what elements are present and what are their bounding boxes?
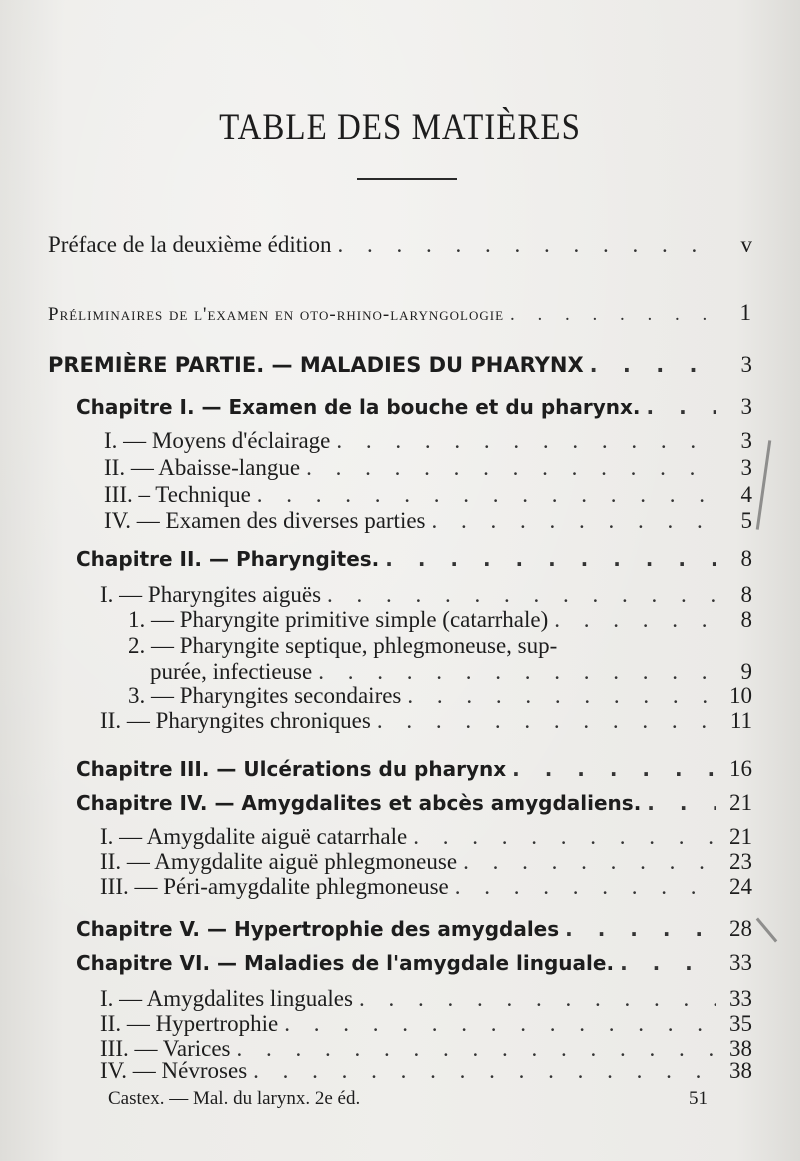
toc-entry[interactable] — [0, 300, 752, 330]
page-title: TABLE DES MATIÈRES — [219, 107, 581, 149]
leader-dots — [554, 607, 716, 633]
toc-label: I. — Amygdalites linguales — [100, 986, 353, 1011]
toc-page: 8 — [740, 582, 752, 607]
toc-label: Chapitre II. — Pharyngites. — [76, 547, 380, 571]
toc-label: I. — Amygdalite aiguë catarrhale — [100, 824, 408, 849]
toc-label: Chapitre IV. — Amygdalites et abcès amygdaliens. — [76, 791, 642, 815]
toc-chapter[interactable] — [0, 950, 752, 980]
leader-dots — [510, 304, 716, 326]
leader-dots — [359, 986, 716, 1012]
toc-section[interactable] — [0, 874, 752, 904]
footer-signature: Castex. — Mal. du larynx. 2e éd. — [108, 1088, 361, 1109]
toc-page: 21 — [729, 824, 752, 849]
leader-dots — [336, 428, 716, 454]
toc-section[interactable] — [0, 508, 752, 538]
page-footer — [108, 1088, 708, 1110]
toc-chapter[interactable] — [0, 394, 752, 424]
leader-dots — [306, 455, 716, 481]
leader-dots — [327, 582, 716, 608]
leader-dots — [590, 353, 716, 377]
leader-dots — [318, 659, 716, 685]
toc-subsection-line: 2. — Pharyngite septique, phlegmoneuse, sup- — [128, 633, 558, 658]
toc-label: III. — Péri-amygdalite phlegmoneuse — [100, 874, 449, 899]
toc-label: II. — Abaisse-langue — [104, 455, 301, 480]
toc-label: I. — Pharyngites aiguës — [100, 582, 322, 607]
toc-page: 33 — [729, 986, 752, 1011]
toc-label: Chapitre V. — Hypertrophie des amygdales — [76, 917, 560, 941]
leader-dots — [377, 708, 716, 734]
toc-page: 24 — [729, 874, 752, 899]
toc-label: 3. — Pharyngites secondaires — [128, 683, 402, 708]
toc-label: II. — Pharyngites chroniques — [100, 708, 371, 733]
leader-dots — [565, 917, 716, 941]
toc-page: 8 — [740, 607, 752, 632]
footer-signature-number: 51 — [689, 1088, 708, 1109]
leader-dots — [455, 874, 716, 900]
toc-part-heading[interactable] — [0, 352, 752, 382]
toc-entry[interactable] — [0, 232, 752, 262]
toc-label: III. – Technique — [104, 482, 251, 507]
toc-label: purée, infectieuse — [150, 659, 313, 684]
toc-chapter[interactable] — [0, 546, 752, 576]
toc-page: v — [740, 232, 752, 257]
leader-dots — [338, 232, 716, 258]
toc-label: 1. — Pharyngite primitive simple (catarrhale) — [128, 607, 549, 632]
toc-page: 3 — [740, 352, 752, 377]
leader-dots — [432, 508, 717, 534]
leader-dots — [647, 791, 716, 815]
toc-section[interactable] — [0, 455, 752, 485]
title-rule — [357, 178, 457, 180]
toc-page: 10 — [729, 683, 752, 708]
toc-page: 38 — [729, 1036, 752, 1061]
toc-page: 5 — [740, 508, 752, 533]
toc-page: 3 — [740, 428, 752, 453]
pencil-mark — [756, 440, 771, 530]
toc-page: 28 — [729, 916, 752, 941]
toc-page: 4 — [740, 482, 752, 507]
leader-dots — [257, 482, 716, 508]
leader-dots — [647, 395, 716, 419]
toc-page: 3 — [740, 394, 752, 419]
toc-page: 21 — [729, 790, 752, 815]
toc-page: 8 — [740, 546, 752, 571]
toc-label: Chapitre VI. — Maladies de l'amygdale linguale. — [76, 951, 615, 975]
toc-chapter[interactable] — [0, 790, 752, 820]
toc-page: 23 — [729, 849, 752, 874]
leader-dots — [463, 849, 716, 875]
toc-label: Préliminaires de l'examen en oto-rhino-laryngologie — [48, 304, 505, 325]
toc-page: 1 — [739, 300, 752, 325]
leader-dots — [253, 1058, 716, 1084]
toc-page: 3 — [740, 455, 752, 480]
leader-dots — [385, 547, 716, 571]
toc-page: 9 — [740, 659, 752, 684]
leader-dots — [407, 683, 716, 709]
toc-chapter[interactable] — [0, 756, 752, 786]
leader-dots — [284, 1011, 716, 1037]
toc-label: Chapitre III. — Ulcérations du pharynx — [76, 757, 507, 781]
toc-page: 38 — [729, 1058, 752, 1083]
toc-page: 35 — [729, 1011, 752, 1036]
toc-page: 11 — [729, 708, 752, 733]
pencil-mark — [756, 918, 778, 943]
toc-section[interactable] — [0, 428, 752, 458]
toc-chapter[interactable] — [0, 916, 752, 946]
leader-dots — [413, 824, 716, 850]
toc-label: PREMIÈRE PARTIE. — MALADIES DU PHARYNX — [48, 353, 584, 377]
toc-label: II. — Hypertrophie — [100, 1011, 279, 1036]
toc-page: 16 — [729, 756, 752, 781]
toc-label: III. — Varices — [100, 1036, 231, 1061]
toc-label: II. — Amygdalite aiguë phlegmoneuse — [100, 849, 458, 874]
toc-section[interactable] — [0, 1058, 752, 1088]
toc-label: Préface de la deuxième édition — [48, 232, 332, 257]
leader-dots — [620, 951, 716, 975]
toc-label: IV. — Examen des diverses parties — [104, 508, 426, 533]
toc-page: 33 — [729, 950, 752, 975]
toc-label: I. — Moyens d'éclairage — [104, 428, 331, 453]
toc-label: IV. — Névroses — [100, 1058, 248, 1083]
toc-label: Chapitre I. — Examen de la bouche et du pharynx. — [76, 395, 641, 419]
toc-section[interactable] — [0, 708, 752, 738]
leader-dots — [512, 757, 716, 781]
